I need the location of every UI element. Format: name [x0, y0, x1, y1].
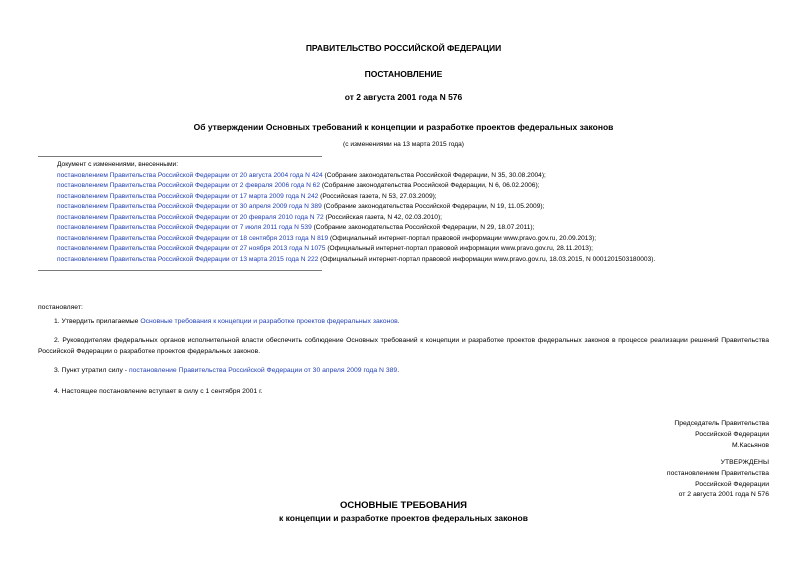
approval-date: от 2 августа 2001 года N 576 — [678, 491, 769, 499]
amendment-source: (Российская газета, N 53, 27.03.2009); — [318, 192, 437, 200]
amendment-link[interactable]: постановлением Правительства Российской Федерации от 27 ноября 2013 года N 1075 — [57, 245, 326, 252]
amendment-item — [57, 192, 655, 203]
amendment-link[interactable]: постановлением Правительства Российской Федерации от 20 августа 2004 года N 424 — [57, 171, 323, 179]
signature-country: Российской Федерации — [695, 430, 769, 438]
repeal-decree-link[interactable]: постановление Правительства Российской Федерации от 30 апреля 2009 года N 389 — [128, 367, 398, 374]
amendment-source: (Официальный интернет-портал правовой информации www.pravo.gov.ru, 20.09.2013); — [328, 234, 597, 242]
top-divider — [38, 156, 322, 157]
amendment-source: (Собрание законодательства Российской Федерации, N 19, 11.05.2009); — [321, 203, 545, 210]
requirements-subtitle: к концепции и разработке проектов федеральных законов — [279, 513, 528, 523]
amendment-item — [57, 234, 655, 245]
requirements-link[interactable]: Основные требования к концепции и разработке проектов федеральных законов — [140, 318, 398, 325]
bottom-divider — [38, 270, 322, 271]
government-header: ПРАВИТЕЛЬСТВО РОССИЙСКОЙ ФЕДЕРАЦИИ — [305, 43, 502, 53]
amendment-item — [57, 244, 655, 255]
paragraph-1-suffix: . — [397, 318, 400, 325]
amendment-source: (Собрание законодательства Российской Федерации, N 35, 30.08.2004); — [322, 171, 546, 179]
signature-position: Председатель Правительства — [674, 420, 769, 427]
approval-block — [667, 458, 769, 501]
paragraph-2: 2. Руководителям федеральных органов исполнительной власти обеспечить соблюдение Основных требований к концепции и разработке проектов федеральных законов в процессе реализации решений Правительства Российской Федерации о разработке проектов федеральных законов. — [38, 337, 769, 355]
signature-block — [674, 419, 769, 451]
amendment-link[interactable]: постановлением Правительства Российской Федерации от 20 февраля 2010 года N 72 — [57, 213, 324, 221]
paragraph-1 — [38, 316, 769, 327]
approval-decree: постановлением Правительства — [666, 469, 769, 477]
edition-note: (с изменениями на 13 марта 2015 года) — [343, 141, 464, 148]
amendment-item — [57, 255, 655, 266]
amendment-item — [57, 171, 655, 182]
doc-type: ПОСТАНОВЛЕНИЕ — [364, 69, 443, 79]
amendment-source: (Официальный интернет-портал правовой информации www.pravo.gov.ru, 28.11.2013); — [325, 245, 594, 252]
approval-label: УТВЕРЖДЕНЫ — [720, 459, 769, 466]
amendments-block — [57, 160, 655, 265]
paragraph-3-suffix: . — [397, 367, 400, 374]
paragraph-3-prefix: 3. Пункт утратил силу - — [54, 367, 129, 374]
signature-name: М.Касьянов — [731, 441, 769, 449]
amendment-link[interactable]: постановлением Правительства Российской Федерации от 18 сентября 2013 года N 819 — [57, 234, 329, 242]
amendment-source: (Российская газета, N 42, 02.03.2010); — [323, 213, 442, 221]
paragraph-1-prefix: 1. Утвердить прилагаемые — [54, 318, 141, 325]
amendment-source: (Официальный интернет-портал правовой информации www.pravo.gov.ru, 18.03.2015, N 0001201503180003). — [318, 255, 656, 263]
approval-country: Российской Федерации — [695, 480, 769, 488]
requirements-title: ОСНОВНЫЕ ТРЕБОВАНИЯ — [340, 500, 467, 511]
amendment-source: (Собрание законодательства Российской Федерации, N 29, 18.07.2011); — [311, 224, 535, 231]
amendment-link[interactable]: постановлением Правительства Российской Федерации от 13 марта 2015 года N 222 — [57, 255, 319, 263]
amendment-link[interactable]: постановлением Правительства Российской Федерации от 2 февраля 2006 года N 62 — [57, 182, 321, 189]
amendments-intro: Документ с изменениями, внесенными: — [57, 161, 179, 168]
paragraph-4: 4. Настоящее постановление вступает в силу с 1 сентября 2001 г. — [54, 388, 263, 395]
date-number: от 2 августа 2001 года N 576 — [344, 92, 463, 102]
paragraph-3 — [38, 365, 769, 376]
amendment-item — [57, 202, 655, 213]
amendment-link[interactable]: постановлением Правительства Российской Федерации от 17 марта 2009 года N 242 — [57, 192, 319, 200]
amendment-item — [57, 181, 655, 192]
document-title: Об утверждении Основных требований к концепции и разработке проектов федеральных законов — [193, 122, 614, 132]
amendment-link[interactable]: постановлением Правительства Российской Федерации от 7 июля 2011 года N 539 — [57, 224, 312, 231]
amendment-item — [57, 213, 655, 224]
amendment-source: (Собрание законодательства Российской Федерации, N 6, 06.02.2006); — [320, 182, 540, 189]
decrees-label: постановляет: — [38, 304, 83, 311]
amendment-item — [57, 223, 655, 234]
amendment-link[interactable]: постановлением Правительства Российской Федерации от 30 апреля 2009 года N 389 — [57, 203, 322, 210]
